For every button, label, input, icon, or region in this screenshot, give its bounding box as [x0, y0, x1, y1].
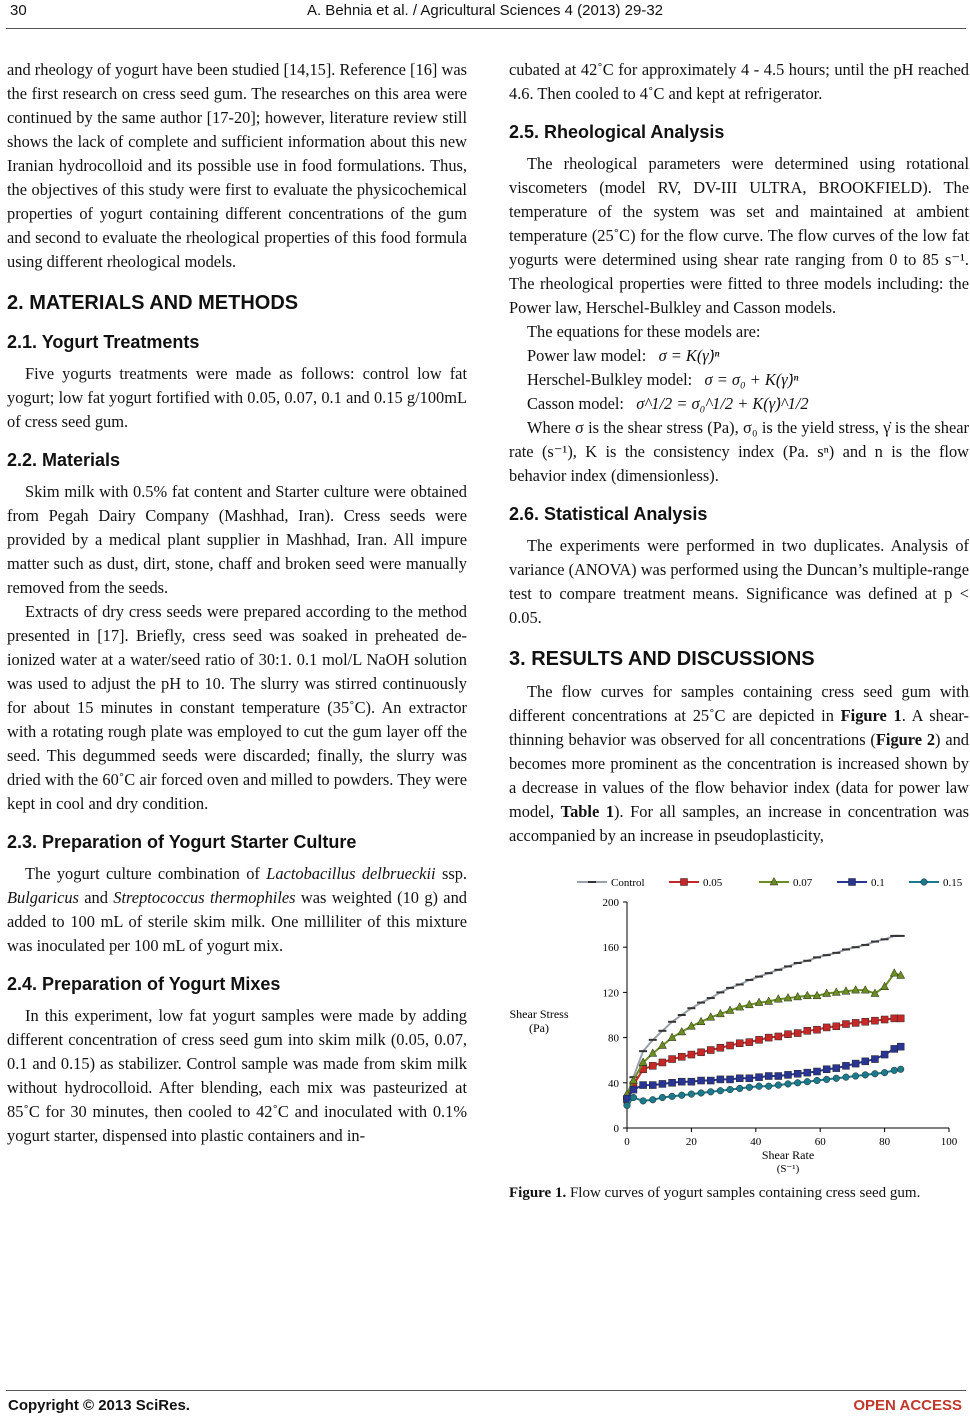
data-point-0.15	[630, 1094, 637, 1101]
data-point-0.15	[688, 1091, 695, 1098]
text-run: ). For all samples, an increase in concentration was accompanied by an increase in pseudoplasticity,	[509, 802, 969, 845]
data-point-0.05	[669, 1056, 676, 1063]
text-run: ) and becomes more prominent as the concentration is increased shown by a decrease in values of the flow behavior index (data for power law model,	[509, 730, 969, 821]
series-line-0.05	[627, 1018, 901, 1099]
equation-herschel-bulkley	[509, 368, 969, 392]
data-point-0.07	[890, 969, 898, 977]
data-point-0.05	[862, 1018, 869, 1025]
data-point-0.1	[833, 1065, 840, 1072]
data-point-0.15	[669, 1093, 676, 1100]
left-column	[7, 58, 467, 1148]
legend-marker	[681, 879, 688, 886]
body-paragraph: Where σ is the shear stress (Pa), σ₀ is the yield stress, γ̇ is the shear rate (s⁻¹), K is the consistency index (Pa. sⁿ) and n is the flow behavior index (dimensionless).	[509, 418, 969, 485]
data-point-0.15	[862, 1072, 869, 1079]
text-run: ssp.	[435, 864, 467, 883]
data-point-0.15	[649, 1096, 656, 1103]
caption-text: Flow curves of yogurt samples containing cress seed gum.	[566, 1185, 921, 1201]
data-point-0.1	[897, 1043, 904, 1050]
subsection-heading: 2.6. Statistical Analysis	[509, 504, 708, 524]
equation-intro: The equations for these models are:	[527, 322, 761, 341]
figure-reference: Figure 1	[840, 706, 902, 725]
equation-formula: σ = σ₀ + K(γ̇)ⁿ	[704, 370, 799, 389]
data-point-0.05	[833, 1023, 840, 1030]
subsection-heading: 2.5. Rheological Analysis	[509, 122, 725, 142]
data-point-0.1	[785, 1071, 792, 1078]
data-point-0.15	[707, 1089, 714, 1096]
data-point-0.15	[775, 1082, 782, 1089]
data-point-0.05	[891, 1015, 898, 1022]
data-point-0.05	[775, 1033, 782, 1040]
data-point-0.1	[756, 1074, 763, 1081]
footer-rule	[6, 1390, 966, 1391]
data-point-0.1	[852, 1060, 859, 1067]
data-point-0.1	[707, 1077, 714, 1084]
text-run: The flow curves for samples containing cress seed gum with different concentrations at 25˚C are depicted in	[509, 682, 969, 725]
data-point-0.05	[881, 1016, 888, 1023]
x-tick-label: 80	[879, 1136, 891, 1148]
data-point-0.15	[785, 1081, 792, 1088]
body-paragraph: In this experiment, low fat yogurt samples were made by adding different concentration of cress seed gum into skim milk (0.05, 0.07, 0.1 and 0.15) as stabilizer. Control sample was made from skim milk without hydrocolloid. After blending, each mix was pasteurized at 85˚C for 30 minutes, then cooled to 42˚C and inoculated with 0.1% yogurt starter, dispensed into plastic containers and in-	[7, 1006, 467, 1145]
open-access-label: OPEN ACCESS	[853, 1397, 962, 1414]
data-point-0.05	[736, 1040, 743, 1047]
data-point-0.15	[872, 1070, 879, 1077]
series-line-0.1	[627, 1047, 901, 1099]
legend-marker	[921, 879, 928, 886]
data-point-0.15	[736, 1085, 743, 1092]
subsection-heading: 2.4. Preparation of Yogurt Mixes	[7, 974, 281, 994]
data-point-0.15	[804, 1078, 811, 1085]
figure-1	[509, 870, 969, 1204]
body-paragraph: The rheological parameters were determined using rotational viscometers (model RV, DV-III ULTRA, BROOKFIELD). The temperature of the system was set and maintained at ambient temperature (25˚C) for the flow curve. The flow curves of the low fat yogurts were determined using shear rate ranging from 0 to 85 s⁻¹. The rheological properties were fitted to three models including: the Power law, Herschel-Bulkley and Casson models.	[509, 154, 969, 317]
data-point-0.1	[862, 1058, 869, 1065]
data-point-0.1	[688, 1078, 695, 1085]
section-heading: 2. MATERIALS AND METHODS	[7, 292, 299, 314]
series-line-0.15	[627, 1069, 901, 1105]
data-point-0.1	[775, 1073, 782, 1080]
data-point-0.05	[842, 1021, 849, 1028]
data-point-0.05	[727, 1042, 734, 1049]
legend-label: 0.07	[793, 877, 813, 889]
data-point-0.1	[891, 1045, 898, 1052]
data-point-0.05	[678, 1053, 685, 1060]
table-reference: Table 1	[560, 802, 615, 821]
data-point-0.15	[756, 1083, 763, 1090]
running-head: A. Behnia et al. / Agricultural Sciences 4 (2013) 29-32	[306, 2, 664, 19]
data-point-0.15	[891, 1067, 898, 1074]
data-point-0.15	[823, 1076, 830, 1083]
y-tick-label: 160	[602, 942, 619, 955]
legend-label: 0.15	[943, 877, 963, 889]
data-point-0.15	[624, 1102, 631, 1109]
x-tick-label: 60	[814, 1136, 826, 1148]
data-point-0.1	[736, 1075, 743, 1082]
data-point-0.1	[871, 1056, 878, 1063]
y-axis-title: Shear Stress	[509, 1007, 569, 1021]
data-point-0.05	[688, 1051, 695, 1058]
data-point-0.1	[649, 1082, 656, 1089]
data-point-0.1	[678, 1078, 685, 1085]
legend-label: Control	[611, 877, 645, 889]
x-axis-title: Shear Rate	[761, 1148, 815, 1162]
data-point-0.15	[843, 1074, 850, 1081]
data-point-0.1	[630, 1086, 637, 1093]
data-point-0.1	[717, 1076, 724, 1083]
y-axis-unit: (Pa)	[529, 1021, 549, 1035]
data-point-0.15	[852, 1073, 859, 1080]
data-point-0.05	[756, 1036, 763, 1043]
body-paragraph	[509, 680, 969, 848]
data-point-0.15	[881, 1069, 888, 1076]
data-point-0.15	[897, 1066, 904, 1073]
subsection-heading: 2.3. Preparation of Yogurt Starter Culture	[7, 832, 357, 852]
data-point-0.05	[717, 1044, 724, 1051]
data-point-0.15	[814, 1077, 821, 1084]
page-number: 30	[10, 2, 27, 19]
equation-casson	[509, 392, 969, 416]
text-run: The yogurt culture combination of	[25, 864, 267, 883]
body-paragraph: Five yogurts treatments were made as follows: control low fat yogurt; low fat yogurt fortified with 0.05, 0.07, 0.1 and 0.15 g/100mL of cress seed gum.	[7, 364, 467, 431]
legend-label: 0.1	[871, 877, 885, 889]
legend-marker	[849, 879, 856, 886]
x-tick-label: 20	[685, 1136, 697, 1148]
data-point-0.05	[698, 1049, 705, 1056]
equation-label: Herschel-Bulkley model:	[527, 370, 693, 389]
data-point-0.15	[640, 1098, 647, 1105]
figure-caption	[509, 1182, 969, 1204]
data-point-0.1	[640, 1082, 647, 1089]
y-tick-label: 80	[608, 1032, 619, 1045]
subsection-heading: 2.1. Yogurt Treatments	[7, 332, 200, 352]
data-point-0.05	[649, 1062, 656, 1069]
body-paragraph	[7, 862, 467, 958]
data-point-0.05	[765, 1034, 772, 1041]
body-paragraph: Extracts of dry cress seeds were prepared according to the method presented in [17]. Briefly, cress seed was soaked in preheated de-ionized water at a water/seed ratio of 30:1. 0.1 mol/L NaOH solution was used to adjust the pH to 10. The slurry was stirred continuously for about 15 minutes in constant temperature (35˚C). An extractor with a rotating rough plate was employed to cut the gum layer off the seed. This degummed seeds were discarded; finally, the slurry was dried with the 60˚C air forced oven and milled to powders. They were kept in cool and dry condition.	[7, 602, 467, 813]
text-run: and	[78, 888, 114, 907]
species-name: Streptococcus thermophiles	[113, 888, 296, 907]
data-point-0.05	[794, 1030, 801, 1037]
right-column	[509, 58, 969, 1204]
data-point-0.05	[813, 1026, 820, 1033]
equation-formula: σ^1/2 = σ₀^1/2 + K(γ̇)^1/2	[636, 394, 809, 413]
data-point-0.05	[659, 1059, 666, 1066]
equation-label: Power law model:	[527, 346, 647, 365]
caption-label: Figure 1.	[509, 1185, 567, 1201]
series-line-Control	[627, 936, 901, 1099]
data-point-0.15	[727, 1086, 734, 1093]
data-point-0.1	[746, 1075, 753, 1082]
data-point-0.15	[794, 1080, 801, 1087]
data-point-0.1	[881, 1051, 888, 1058]
y-tick-label: 40	[608, 1077, 619, 1090]
data-point-0.05	[707, 1047, 714, 1054]
equation-power-law	[509, 344, 969, 368]
data-point-0.1	[727, 1076, 734, 1083]
data-point-0.15	[717, 1087, 724, 1094]
data-point-0.15	[678, 1092, 685, 1099]
figure-reference: Figure 2	[875, 730, 936, 749]
data-point-0.15	[659, 1094, 666, 1101]
section-heading: 3. RESULTS AND DISCUSSIONS	[509, 648, 815, 670]
page-header	[0, 0, 970, 30]
species-name: Bulgaricus	[7, 888, 79, 907]
data-point-0.1	[765, 1073, 772, 1080]
data-point-0.05	[823, 1024, 830, 1031]
y-tick-label: 0	[613, 1123, 619, 1135]
data-point-0.1	[698, 1077, 705, 1084]
intro-paragraph: and rheology of yogurt have been studied [14,15]. Reference [16] was the first research on cress seed gum. The researches on this area were continued by the same author [17-20]; however, literature review still shows the lack of complete and sufficient information about this new Iranian hydrocolloid and its possible use in food formulations. Thus, the objectives of this study were first to evaluate the physicochemical properties of yogurt containing different concentrations of the gum and second to evaluate the rheological properties of this food formula using different rheological models.	[7, 60, 467, 271]
flow-curve-chart	[509, 870, 969, 1175]
data-point-0.05	[852, 1019, 859, 1026]
x-axis-unit: (S⁻¹)	[776, 1163, 800, 1175]
data-point-0.1	[659, 1080, 666, 1087]
legend-label: 0.05	[703, 877, 723, 889]
x-tick-label: 40	[750, 1136, 762, 1148]
data-point-0.1	[669, 1079, 676, 1086]
equation-formula: σ = K(γ̇)ⁿ	[658, 346, 720, 365]
data-point-0.1	[813, 1068, 820, 1075]
data-point-0.05	[746, 1039, 753, 1046]
data-point-0.05	[897, 1015, 904, 1022]
subsection-heading: 2.2. Materials	[7, 450, 121, 470]
x-tick-label: 0	[624, 1136, 630, 1148]
data-point-0.1	[823, 1066, 830, 1073]
data-point-0.15	[765, 1083, 772, 1090]
data-point-0.05	[804, 1027, 811, 1034]
header-rule	[6, 28, 966, 29]
data-point-0.1	[794, 1070, 801, 1077]
text-run: . A shear-thinning behavior was observed for all concentrations (	[509, 706, 969, 749]
species-name: Lactobacillus delbrueckii	[266, 864, 436, 883]
y-tick-label: 120	[602, 987, 619, 1000]
text-run: was weighted (10 g) and added to 100 mL of sterile skim milk. One milliliter of this mixture was inoculated per 100 mL of yogurt mix.	[7, 888, 467, 955]
body-paragraph: The experiments were performed in two duplicates. Analysis of variance (ANOVA) was performed using the Duncan’s multiple-range test to compare treatment means. Significance was defined at p < 0.05.	[509, 536, 969, 627]
data-point-0.1	[804, 1069, 811, 1076]
body-paragraph: Skim milk with 0.5% fat content and Starter culture were obtained from Pegah Dairy Company (Mashhad, Iran). Cress seeds were provided by a medical plant supplier in Mashhad, Iran. All impure matter such as dust, dirt, stone, chaff and broken seed were manually removed from the seeds.	[7, 482, 467, 597]
data-point-0.15	[746, 1084, 753, 1091]
data-point-0.05	[871, 1017, 878, 1024]
data-point-0.05	[785, 1031, 792, 1038]
body-paragraph: cubated at 42˚C for approximately 4 - 4.5 hours; until the pH reached 4.6. Then cooled to 4˚C and kept at refrigerator.	[509, 60, 969, 103]
equation-label: Casson model:	[527, 394, 624, 413]
data-point-0.15	[698, 1090, 705, 1097]
data-point-0.15	[833, 1075, 840, 1082]
y-tick-label: 200	[602, 897, 619, 909]
x-tick-label: 100	[940, 1136, 958, 1148]
data-point-0.1	[842, 1062, 849, 1069]
copyright: Copyright © 2013 SciRes.	[8, 1397, 190, 1414]
